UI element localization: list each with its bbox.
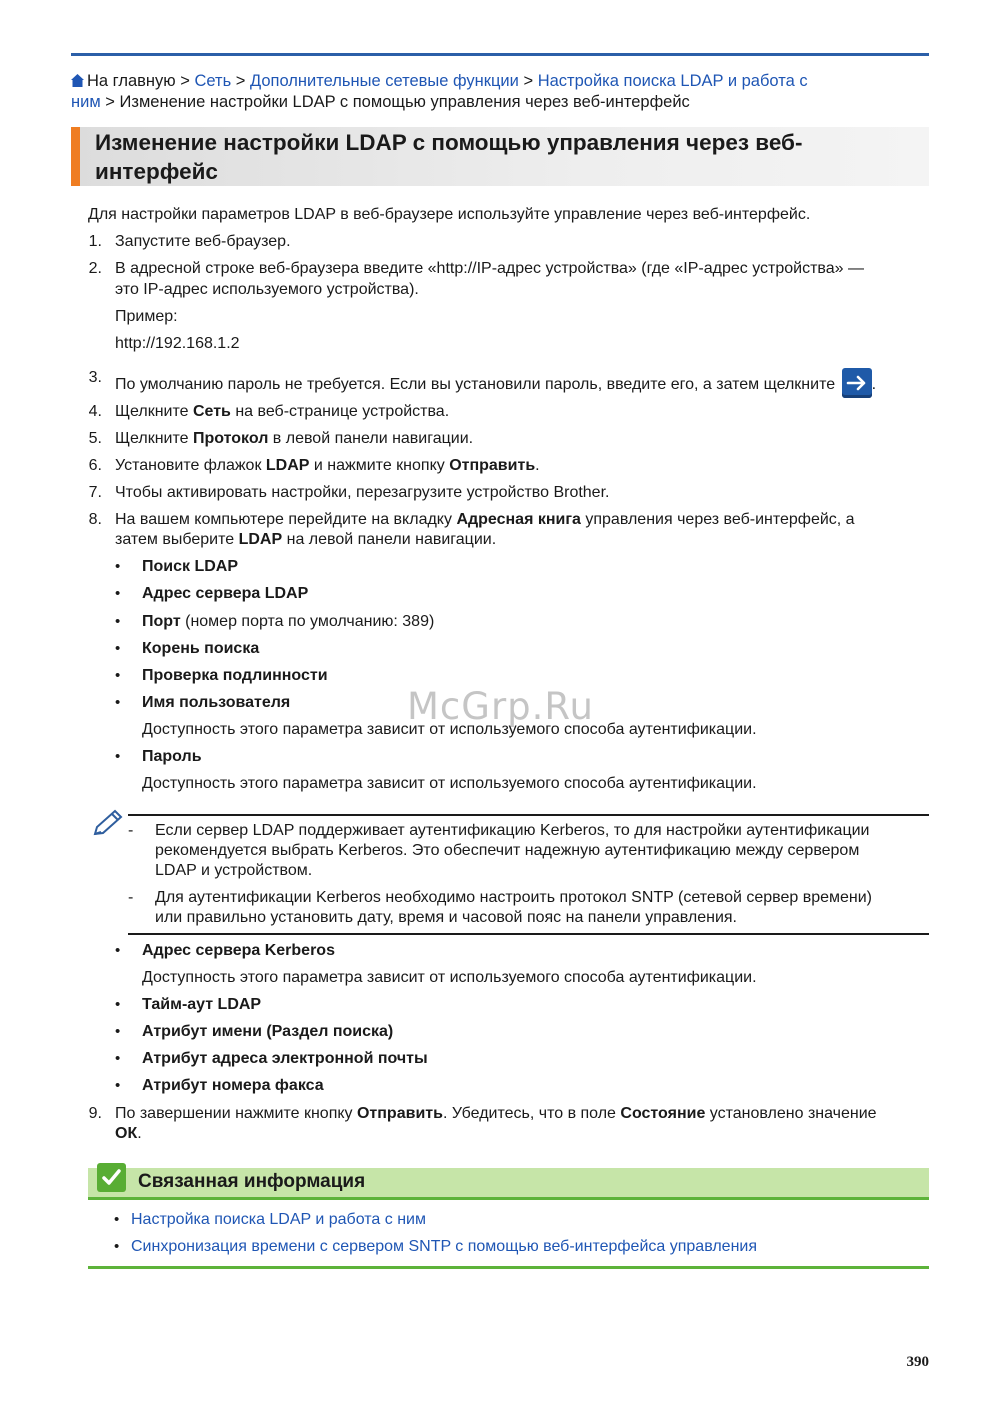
list-item: Атрибут имени (Раздел поиска) [142,1023,394,1040]
related-link-sntp[interactable]: Синхронизация времени с сервером SNTP с помощью веб-интерфейса управления [131,1238,757,1255]
step-9-line-2: ОК. [115,1125,142,1142]
step-3: По умолчанию пароль не требуется. Если вы установили пароль, введите его, а затем щелкните . [115,368,876,398]
related-info-bottom-rule [88,1266,929,1269]
step-7: Чтобы активировать настройки, перезагрузите устройство Brother. [115,484,610,501]
step-4: Щелкните Сеть на веб-странице устройства. [115,403,450,420]
list-item: Адрес сервера LDAP [142,585,309,602]
pencil-note-icon [91,808,125,840]
note-top-rule [128,814,929,816]
watermark: McGrp.Ru [407,685,594,728]
breadcrumb-current: Изменение настройки LDAP с помощью управления через веб-интерфейс [119,93,690,111]
breadcrumb-home[interactable]: На главную [87,72,176,90]
example-label: Пример: [115,308,178,325]
list-item: Адрес сервера Kerberos [142,942,335,959]
list-item-desc: Доступность этого параметра зависит от используемого способа аутентификации. [142,721,757,738]
list-item: Тайм-аут LDAP [142,996,262,1013]
list-item: Атрибут номера факса [142,1077,324,1094]
note-item-1-line-2: рекомендуется выбрать Kerberos. Это обеспечит надежную аутентификацию между сервером [155,842,860,859]
intro-text: Для настройки параметров LDAP в веб-браузере используйте управление через веб-интерфейс. [88,206,811,223]
list-item-desc: Доступность этого параметра зависит от используемого способа аутентификации. [142,969,757,986]
home-icon[interactable] [71,74,84,87]
step-2-line-1: В адресной строке веб-браузера введите «http://IP-адрес устройства» (где «IP-адрес устройства» — [115,260,864,277]
step-1: Запустите веб-браузер. [115,233,291,250]
step-9-line-1: По завершении нажмите кнопку Отправить. Убедитесь, что в поле Состояние установлено значение [115,1105,877,1122]
breadcrumb-network[interactable]: Сеть [194,72,232,90]
note-item-2-line-2: или правильно установить дату, время и часовой пояс на панели управления. [155,909,737,926]
step-6: Установите флажок LDAP и нажмите кнопку Отправить. [115,457,540,474]
breadcrumb-ldap-setup-cont[interactable]: ним [71,93,101,111]
title-accent-bar [71,127,80,186]
arrow-right-icon [842,368,872,398]
page-title-block [71,127,929,186]
related-info-rule [88,1197,929,1200]
step-8-line-2: затем выберите LDAP на левой панели навигации. [115,531,497,548]
top-rule [71,53,929,56]
list-item: Корень поиска [142,640,260,657]
list-item: Порт (номер порта по умолчанию: 389) [142,613,435,630]
note-item-2-line-1: Для аутентификации Kerberos необходимо настроить протокол SNTP (сетевой сервер времени) [155,889,872,906]
example-value: http://192.168.1.2 [115,335,240,352]
note-bottom-rule [128,933,929,935]
list-item: Пароль [142,748,202,765]
list-item: Имя пользователя [142,694,291,711]
note-item-1-line-1: Если сервер LDAP поддерживает аутентификацию Kerberos, то для настройки аутентификации [155,822,870,839]
step-5: Щелкните Протокол в левой панели навигации. [115,430,474,447]
page-number: 390 [906,1354,929,1370]
related-link-ldap[interactable]: Настройка поиска LDAP и работа с ним [131,1211,426,1228]
step-2-line-2: это IP-адрес используемого устройства). [115,281,419,298]
breadcrumb-advanced-network[interactable]: Дополнительные сетевые функции [250,72,519,90]
checkmark-icon [97,1163,126,1192]
note-item-1-line-3: LDAP и устройством. [155,862,313,879]
related-info-title: Связанная информация [138,1171,366,1192]
breadcrumb-ldap-setup[interactable]: Настройка поиска LDAP и работа с [537,72,808,90]
list-item-desc: Доступность этого параметра зависит от используемого способа аутентификации. [142,775,757,792]
list-item: Проверка подлинности [142,667,328,684]
list-item: Поиск LDAP [142,558,239,575]
list-item: Атрибут адреса электронной почты [142,1050,428,1067]
step-8-line-1: На вашем компьютере перейдите на вкладку Адресная книга управления через веб-интерфейс, а [115,511,855,528]
breadcrumb: На главную > Сеть > Дополнительные сетевые функции > Настройка поиска LDAP и работа с ним > Изменение настройки LDAP с помощью управления через веб-интерфейс [71,72,808,111]
page-title: Изменение настройки LDAP с помощью управления через веб- интерфейс [95,130,803,184]
